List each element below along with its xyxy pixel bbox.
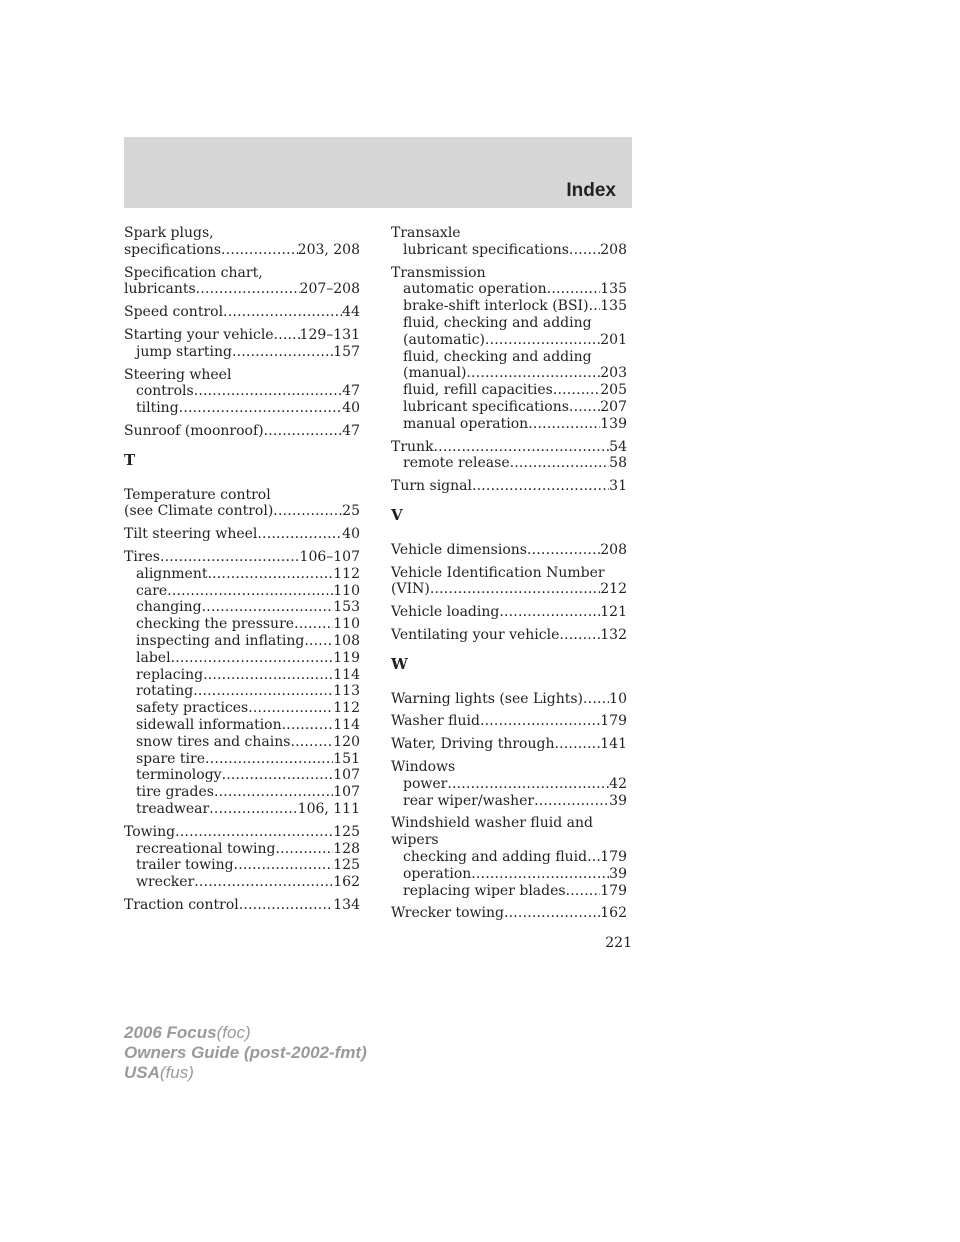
index-page-ref: 203, 208 [297,241,360,258]
index-term: Vehicle loading [391,604,500,621]
index-term: treadwear [136,800,210,817]
index-page-ref: 107 [333,784,360,801]
dot-leader [434,439,610,456]
index-subentry [124,857,360,874]
index-subentry [391,365,627,382]
dot-leader [273,503,342,520]
index-term: Wrecker towing [391,905,504,922]
index-term: (manual) [403,365,467,382]
index-term: tire grades [136,784,214,801]
dot-leader [167,583,333,600]
index-entry-line [124,304,360,321]
dot-leader [207,566,333,583]
dot-leader [175,824,333,841]
index-entry-line [124,367,360,384]
index-page-ref: 205 [600,382,627,399]
index-page-ref: 39 [609,865,627,882]
index-subentry [124,633,360,650]
dot-leader [239,897,334,914]
index-letter-heading: W [391,654,408,673]
index-page-ref: 42 [609,775,627,792]
index-entry-line [124,503,360,520]
index-page-ref: 128 [333,840,360,857]
index-entry-line [391,736,627,753]
dot-leader [304,633,333,650]
index-page-ref: 207–208 [299,281,360,298]
index-term: Starting your vehicle [124,326,274,343]
index-page-ref: 120 [333,733,360,750]
dot-leader [282,717,334,734]
dot-leader [179,400,343,417]
dot-leader [194,874,333,891]
dot-leader [214,784,333,801]
index-entry [391,439,627,473]
index-page-ref: 114 [333,666,360,683]
index-subentry [391,281,627,298]
index-subentry [124,801,360,818]
index-term: Ventilating your vehicle [391,626,560,643]
index-term: wrecker [136,874,195,891]
dot-leader [559,627,600,644]
dot-leader [171,650,334,667]
dot-leader [554,736,600,753]
dot-leader [569,242,600,259]
dot-leader [202,599,334,616]
index-entry [391,478,627,495]
index-subentry [391,455,627,472]
index-term: Spark plugs, [124,225,214,241]
index-term: operation [403,865,472,882]
index-page-ref: 39 [609,792,627,809]
index-subentry [124,734,360,751]
index-term: lubricant specifications [403,398,569,415]
index-entry [124,824,360,891]
index-term: fluid, checking and adding [403,348,592,365]
index-subentry [391,883,627,900]
index-subentry [391,298,627,315]
index-entry-line [391,581,627,598]
dot-leader [534,793,609,810]
index-entry [124,526,360,543]
index-page-ref: 212 [600,581,627,598]
index-entry [391,691,627,708]
index-page-ref: 107 [333,767,360,784]
index-entry-line [124,526,360,543]
index-page-ref: 208 [600,241,627,258]
index-subentry [124,583,360,600]
index-entry-line [124,824,360,841]
dot-leader [205,751,333,768]
index-entry [391,713,627,730]
index-page-ref: 10 [609,690,627,707]
index-page-ref: 208 [600,541,627,558]
index-term: care [136,582,168,599]
index-term: label [136,649,171,666]
footer-region-code: (fus) [159,1063,194,1082]
index-term: rear wiper/washer [403,792,535,809]
index-page-ref: 54 [609,438,627,455]
index-page-ref: 40 [342,400,360,417]
footer [124,1023,367,1083]
dot-leader [583,691,609,708]
index-subentry [391,849,627,866]
dot-leader [248,700,333,717]
index-entry [124,897,360,914]
index-subentry [124,599,360,616]
index-page-ref: 153 [333,599,360,616]
index-term: Windows [391,758,456,775]
index-page-ref: 157 [333,343,360,360]
index-term: controls [136,383,194,400]
footer-line-3 [124,1063,367,1083]
index-page-ref: 110 [333,582,360,599]
index-page-ref: 47 [342,422,360,439]
index-term: Specification chart, [124,264,263,281]
dot-leader [553,382,600,399]
index-term: Sunroof (moonroof) [124,422,264,439]
dot-leader [566,883,601,900]
index-term: replacing wiper blades [403,882,566,899]
index-page-ref: 113 [333,683,360,700]
dot-leader [234,857,334,874]
index-page-ref: 106, 111 [297,800,360,817]
index-term: Water, Driving through [391,736,555,753]
index-term: (VIN) [391,581,430,598]
index-subentry [391,866,627,883]
index-entry-line [391,627,627,644]
index-term: checking the pressure [136,616,295,633]
index-entry [124,327,360,361]
index-page-ref: 134 [333,896,360,913]
index-page-ref: 40 [342,526,360,543]
index-term: changing [136,599,202,616]
dot-leader [527,542,600,559]
index-page-ref: 125 [333,823,360,840]
index-term: Tilt steering wheel [124,526,258,543]
footer-region: USA [124,1063,160,1082]
index-entry [124,487,360,521]
index-term: Washer fluid [391,713,480,730]
index-subentry [124,751,360,768]
index-entry-line [391,565,627,582]
index-subentry [124,383,360,400]
index-page-ref: 108 [333,632,360,649]
index-subentry [124,566,360,583]
index-subentry [391,776,627,793]
index-entry [391,265,627,433]
index-entry [391,225,627,259]
page-title: Index [566,180,616,201]
dot-leader [499,604,600,621]
index-term: brake-shift interlock (BSI) [403,298,589,315]
dot-leader [485,332,600,349]
index-subentry [391,416,627,433]
dot-leader [196,281,300,298]
dot-leader [203,667,333,684]
header-band [124,137,632,208]
footer-guide: Owners Guide (post-2002-fmt) [124,1043,367,1062]
index-term: Warning lights (see Lights) [391,690,584,707]
footer-line-2 [124,1043,367,1063]
dot-leader [264,423,343,440]
footer-model: 2006 Focus [124,1023,217,1042]
index-term: (see Climate control) [124,503,274,520]
index-term: spare tire [136,750,206,767]
index-entry [391,627,627,644]
dot-leader [290,734,333,751]
index-term: Transmission [391,264,486,281]
dot-leader [466,365,600,382]
dot-leader [294,616,333,633]
index-entry-line [391,265,627,282]
index-term: Tires [124,548,160,565]
index-subentry [391,382,627,399]
index-subentry [124,767,360,784]
index-term: Towing [124,823,176,840]
index-page-ref: 121 [600,604,627,621]
index-page-ref: 58 [609,455,627,472]
index-column-left [124,225,360,920]
index-entry [124,304,360,321]
index-entry [124,367,360,417]
index-term: replacing [136,666,204,683]
index-page-ref: 132 [600,626,627,643]
index-entry-line [391,478,627,495]
index-letter-heading: T [124,450,136,469]
index-entry [124,549,360,818]
index-page-ref: 135 [600,281,627,298]
index-term: alignment [136,565,208,582]
index-entry [391,815,627,899]
index-entry-line [124,265,360,282]
index-subentry [391,399,627,416]
index-term: fluid, refill capacities [403,382,553,399]
index-term: lubricants [124,281,196,298]
index-entry-line [391,713,627,730]
index-entry [391,565,627,599]
index-entry [391,905,627,922]
index-entry-line [124,327,360,344]
index-term: snow tires and chains [136,733,291,750]
index-entry-line [391,832,627,849]
page-number: 221 [605,935,632,951]
index-page-ref: 110 [333,616,360,633]
dot-leader [257,526,342,543]
index-term: Transaxle [391,225,461,241]
index-entry-line [391,691,627,708]
index-subentry [124,667,360,684]
index-term: Steering wheel [124,366,232,383]
index-subentry [124,700,360,717]
dot-leader [547,281,601,298]
index-entry-line [124,487,360,504]
dot-leader [193,683,333,700]
index-term: rotating [136,683,194,700]
index-page-ref: 139 [600,415,627,432]
dot-leader [209,801,297,818]
index-subentry [391,332,627,349]
index-term: Windshield washer fluid and [391,815,593,832]
index-page-ref: 106–107 [299,548,360,565]
index-page-ref: 179 [600,882,627,899]
index-page-ref: 112 [333,700,360,717]
index-page-ref: 44 [342,304,360,321]
index-term: jump starting [136,343,232,360]
index-page-ref: 162 [333,874,360,891]
index-entry-line [124,897,360,914]
index-term: checking and adding fluid [403,848,588,865]
index-subentry [124,683,360,700]
index-subentry [124,616,360,633]
index-entry-line [124,242,360,259]
index-subentry [124,400,360,417]
index-column-right [391,225,627,928]
index-term: tilting [136,400,179,417]
dot-leader [569,399,600,416]
index-page-ref: 179 [600,848,627,865]
index-subentry [391,349,627,366]
index-entry-line [391,542,627,559]
index-term: inspecting and inflating [136,632,305,649]
index-entry-line [124,549,360,566]
dot-leader [275,841,333,858]
index-term: Speed control [124,304,224,321]
index-term: trailer towing [136,857,234,874]
dot-leader [589,298,601,315]
index-term: manual operation [403,415,529,432]
index-subentry [391,242,627,259]
dot-leader [471,866,609,883]
index-page-ref: 207 [600,398,627,415]
dot-leader [232,344,333,361]
dot-leader [221,242,298,259]
index-page-ref: 141 [600,736,627,753]
footer-line-1 [124,1023,367,1043]
index-entry [391,604,627,621]
index-page-ref: 47 [342,383,360,400]
index-entry [124,225,360,259]
dot-leader [223,304,342,321]
index-page-ref: 179 [600,713,627,730]
index-page-ref: 125 [333,857,360,874]
index-entry-line [124,281,360,298]
index-term: Temperature control [124,486,271,503]
index-term: safety practices [136,700,249,717]
index-subentry [124,841,360,858]
dot-leader [194,383,342,400]
index-subentry [124,717,360,734]
index-page-ref: 129–131 [299,326,360,343]
dot-leader [528,416,600,433]
dot-leader [504,905,600,922]
index-term: recreational towing [136,840,276,857]
index-subentry [124,344,360,361]
dot-leader [480,713,600,730]
index-page-ref: 151 [333,750,360,767]
index-subentry [391,793,627,810]
dot-leader [160,549,300,566]
index-term: remote release [403,455,510,472]
index-entry [391,759,627,809]
index-entry-line [391,604,627,621]
index-term: Traction control [124,896,239,913]
index-term: Vehicle dimensions [391,541,527,558]
footer-model-code: (foc) [216,1023,251,1042]
index-term: automatic operation [403,281,547,298]
index-term: Turn signal [391,478,472,495]
index-entry-line [391,439,627,456]
index-page-ref: 135 [600,298,627,315]
index-page-ref: 201 [600,331,627,348]
index-term: specifications [124,241,222,258]
index-entry [124,265,360,299]
index-subentry [124,784,360,801]
index-letter-heading: V [391,505,403,524]
dot-leader [510,455,610,472]
index-term: power [403,775,448,792]
index-page-ref: 203 [600,365,627,382]
dot-leader [274,327,300,344]
index-entry-line [391,905,627,922]
index-entry-line [391,815,627,832]
index-entry [124,423,360,440]
index-term: Vehicle Identification Number [391,564,605,581]
dot-leader [587,849,600,866]
index-page-ref: 112 [333,565,360,582]
index-entry-line [391,225,627,242]
index-term: Trunk [391,438,434,455]
index-term: (automatic) [403,331,485,348]
index-entry [391,736,627,753]
index-entry-line [124,225,360,242]
dot-leader [222,767,334,784]
index-subentry [391,315,627,332]
index-term: wipers [391,832,439,849]
index-entry-line [124,423,360,440]
index-term: terminology [136,767,222,784]
index-term: lubricant specifications [403,241,569,258]
index-page-ref: 25 [342,503,360,520]
index-subentry [124,650,360,667]
index-entry [391,542,627,559]
index-subentry [124,874,360,891]
dot-leader [430,581,600,598]
index-page-ref: 31 [609,478,627,495]
index-page-ref: 114 [333,716,360,733]
dot-leader [472,478,609,495]
index-term: fluid, checking and adding [403,314,592,331]
dot-leader [447,776,609,793]
index-page-ref: 162 [600,905,627,922]
index-term: sidewall information [136,716,282,733]
index-page-ref: 119 [333,649,360,666]
index-entry-line [391,759,627,776]
